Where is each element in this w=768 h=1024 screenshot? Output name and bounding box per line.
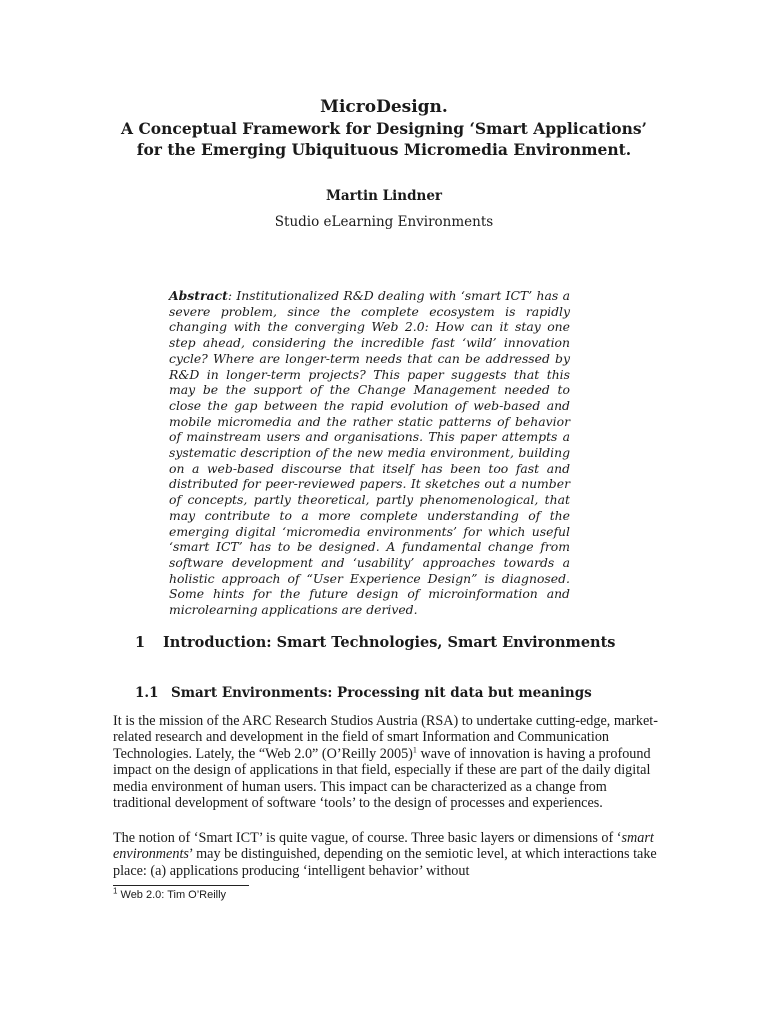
section-title: Introduction: Smart Technologies, Smart Environments bbox=[163, 634, 616, 651]
section-heading-1 bbox=[135, 634, 655, 651]
footnote-text: Web 2.0: Tim O’Reilly bbox=[117, 889, 227, 901]
paragraph-2-emphasis: smart environments bbox=[113, 830, 654, 863]
body-paragraph-2 bbox=[113, 830, 658, 879]
abstract-colon: : bbox=[227, 288, 232, 303]
footnote-divider bbox=[113, 885, 249, 886]
subsection-title: Smart Environments: Processing nit data but meanings bbox=[171, 685, 592, 701]
subsection-number: 1.1 bbox=[135, 685, 159, 701]
paragraph-1-text-a: It is the mission of the ARC Research Studios Austria (RSA) to undertake cutting-edge, market-related research and development in the field of smart Information and Communication Technologies. Lately, the “Web 2.0” (O’Reilly 2005) bbox=[113, 713, 658, 762]
title-block bbox=[0, 96, 768, 160]
paragraph-1-text-b: wave of innovation is having a profound impact on the design of applications in that field, especially if these are part of the daily digital media environment of human users. This impact can be characterized as a change from traditional development of software ‘tools’ to the design of processes and experiences. bbox=[113, 745, 651, 812]
paper-subtitle-line-2: for the Emerging Ubiquituous Micromedia Environment. bbox=[136, 140, 632, 159]
paper-subtitle-line-1: A Conceptual Framework for Designing ‘Smart Applications’ bbox=[121, 119, 647, 138]
author-affiliation: Studio eLearning Environments bbox=[274, 214, 494, 230]
footnote bbox=[113, 886, 513, 901]
abstract-label: Abstract bbox=[169, 288, 228, 303]
subsection-heading-1-1 bbox=[135, 685, 655, 701]
footnote-reference: 1 bbox=[412, 745, 417, 755]
footnote-marker: 1 bbox=[113, 886, 118, 896]
abstract bbox=[169, 288, 570, 618]
section-number: 1 bbox=[135, 634, 146, 651]
paragraph-2-text-b: ’ may be distinguished, depending on the semiotic level, at which interactions take place: (a) applications producing ‘intelligent behavior’ without bbox=[113, 846, 657, 879]
paragraph-2-text-a: The notion of ‘Smart ICT’ is quite vague, of course. Three basic layers or dimensions of ‘ bbox=[113, 830, 622, 846]
author-name: Martin Lindner bbox=[325, 188, 443, 204]
paper-title: MicroDesign. bbox=[320, 97, 448, 117]
abstract-text: Institutionalized R&D dealing with ‘smart ICT’ has a severe problem, since the complete ecosystem is rapidly changing with the converging Web 2.0: How can it stay one step ahead, considering the incredible fast ‘wild’ innovation cycle? Where are longer-term needs that can be addressed by R&D in longer-term projects? This paper suggests that this may be the support of the Change Management needed to close the gap between the rapid evolution of web-based and mobile micromedia and the rather static patterns of behavior of mainstream users and organisations. This paper attempts a systematic description of the new media environment, building on a web-based discourse that itself has been too fast and distributed for peer-reviewed papers. It sketches out a number of concepts, partly theoretical, partly phenomenological, that may contribute to a more complete understanding of the emerging digital ‘micromedia environments’ for which useful ‘smart ICT’ has to be designed. A fundamental change from software development and ‘usability’ approaches towards a holistic approach of “User Experience Design” is diagnosed. Some hints for the future design of microinformation and microlearning applications are derived. bbox=[169, 288, 570, 618]
body-paragraph-1 bbox=[113, 713, 658, 811]
